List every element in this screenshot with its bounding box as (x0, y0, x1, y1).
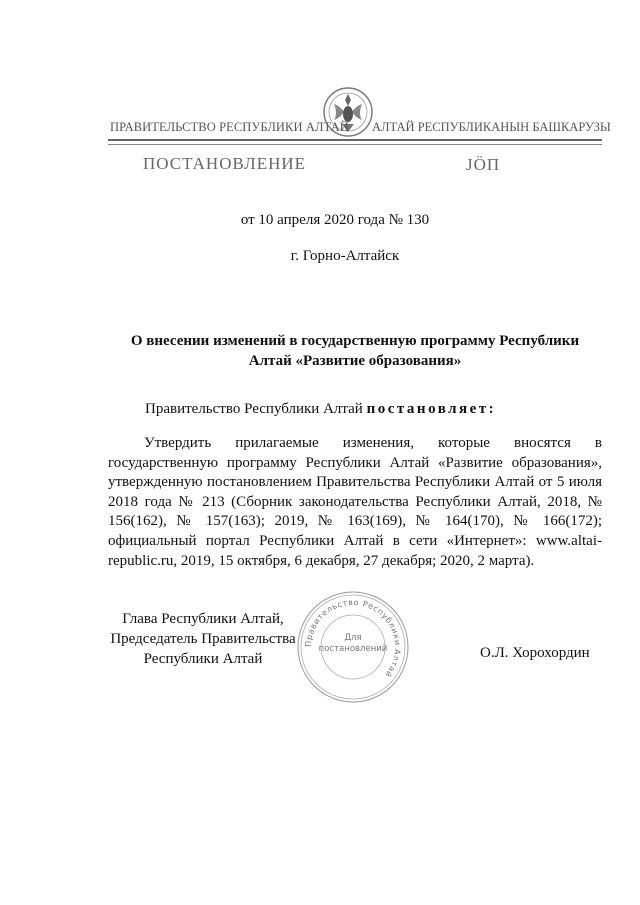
doc-type-ru: ПОСТАНОВЛЕНИЕ (143, 154, 307, 173)
body-paragraph: Утвердить прилагаемые изменения, которые вносятся в государственную программу Республики Алтай «Развитие образования», утвержденную постановлением Правительства Республики Алтай от 5 июля 2018 года № 213 (Сборник законодательства Республики Алтай, 2018, № 156(162), № 157(163); 2019, № 163(169), № 164(170), № 166(172); официальный портал Республики Алтай в сети «Интернет»: www.altai-republic.ru, 2019, 15 октября, 6 декабря, 27 декабря; 2020, 2 марта). (108, 435, 602, 569)
intro-action: постановляет: (366, 401, 497, 417)
signatory-title (108, 609, 298, 669)
doc-type-alt: JÖП (466, 155, 501, 174)
signatory-name: О.Л. Хорохордин (480, 645, 590, 661)
header-divider-thin (108, 144, 602, 145)
doc-city: г. Горно-Алтайск (290, 248, 400, 264)
signatory-line-2: Председатель Правительства (110, 631, 296, 647)
stamp-center-text (296, 633, 410, 655)
doc-date-number: от 10 апреля 2020 года № 130 (240, 212, 430, 228)
stamp-center-line-2: постановлений (318, 644, 388, 654)
intro-paragraph (145, 401, 496, 418)
doc-title: О внесении изменений в государственную программу Республики Алтай «Развитие образования» (130, 333, 580, 369)
stamp-center-line-1: Для (344, 633, 362, 643)
header-org-alt: АЛТАЙ РЕСПУБЛИКАНЫН БАШКАРУЗЫ (372, 120, 611, 134)
header-divider (108, 139, 602, 141)
signatory-line-3: Республики Алтай (143, 651, 263, 667)
stamp-ring-text: Правительство Республики Алтай (303, 597, 403, 680)
intro-prefix: Правительство Республики Алтай (145, 401, 367, 417)
header-org-ru: ПРАВИТЕЛЬСТВО РЕСПУБЛИКИ АЛТАЙ (110, 120, 349, 134)
signatory-line-1: Глава Республики Алтай, (122, 611, 284, 627)
